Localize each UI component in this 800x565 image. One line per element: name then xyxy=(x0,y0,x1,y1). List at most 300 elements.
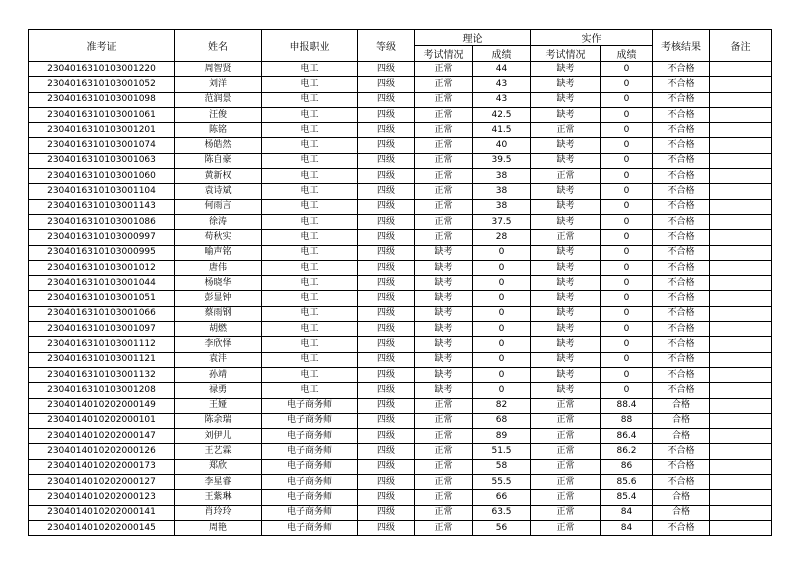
cell-practical-score: 0 xyxy=(601,138,653,153)
cell-level: 四级 xyxy=(358,505,415,520)
table-row xyxy=(29,520,772,535)
cell-exam-id: 2304014010202000123 xyxy=(29,490,175,505)
cell-theory-status: 正常 xyxy=(415,444,473,459)
cell-result: 不合格 xyxy=(653,337,710,352)
table-row xyxy=(29,123,772,138)
cell-level: 四级 xyxy=(358,230,415,245)
cell-theory-score: 38 xyxy=(473,184,531,199)
cell-name: 黄新权 xyxy=(175,169,262,184)
cell-theory-score: 37.5 xyxy=(473,214,531,229)
cell-theory-score: 44 xyxy=(473,62,531,77)
cell-remarks xyxy=(710,429,772,444)
cell-exam-id: 2304016310103001086 xyxy=(29,214,175,229)
cell-practical-score: 85.6 xyxy=(601,475,653,490)
table-row xyxy=(29,138,772,153)
cell-result: 合格 xyxy=(653,413,710,428)
cell-result: 不合格 xyxy=(653,520,710,535)
cell-name: 何雨言 xyxy=(175,199,262,214)
cell-theory-score: 0 xyxy=(473,383,531,398)
cell-theory-status: 缺考 xyxy=(415,306,473,321)
cell-remarks xyxy=(710,337,772,352)
cell-exam-id: 2304016310103001063 xyxy=(29,153,175,168)
cell-occupation: 电子商务师 xyxy=(262,475,358,490)
cell-level: 四级 xyxy=(358,383,415,398)
header-practical-score: 成绩 xyxy=(601,46,653,62)
cell-result: 不合格 xyxy=(653,322,710,337)
cell-occupation: 电子商务师 xyxy=(262,490,358,505)
cell-theory-status: 缺考 xyxy=(415,260,473,275)
cell-theory-score: 0 xyxy=(473,306,531,321)
cell-remarks xyxy=(710,153,772,168)
cell-theory-status: 正常 xyxy=(415,107,473,122)
table-row xyxy=(29,413,772,428)
cell-theory-score: 51.5 xyxy=(473,444,531,459)
cell-theory-status: 缺考 xyxy=(415,367,473,382)
cell-level: 四级 xyxy=(358,490,415,505)
cell-practical-score: 0 xyxy=(601,306,653,321)
cell-practical-score: 0 xyxy=(601,245,653,260)
cell-practical-status: 缺考 xyxy=(531,367,601,382)
cell-theory-score: 28 xyxy=(473,230,531,245)
cell-name: 郑欣 xyxy=(175,459,262,474)
cell-practical-score: 0 xyxy=(601,62,653,77)
cell-result: 不合格 xyxy=(653,352,710,367)
table-row xyxy=(29,306,772,321)
cell-practical-status: 正常 xyxy=(531,429,601,444)
cell-occupation: 电工 xyxy=(262,138,358,153)
cell-practical-status: 缺考 xyxy=(531,291,601,306)
cell-theory-status: 正常 xyxy=(415,520,473,535)
cell-practical-status: 缺考 xyxy=(531,322,601,337)
cell-practical-status: 缺考 xyxy=(531,245,601,260)
header-theory-status: 考试情况 xyxy=(415,46,473,62)
header-practical: 实作 xyxy=(531,30,653,46)
cell-result: 不合格 xyxy=(653,276,710,291)
cell-theory-status: 缺考 xyxy=(415,291,473,306)
table-row xyxy=(29,276,772,291)
cell-practical-score: 0 xyxy=(601,383,653,398)
cell-exam-id: 2304016310103001074 xyxy=(29,138,175,153)
cell-remarks xyxy=(710,230,772,245)
cell-theory-status: 缺考 xyxy=(415,352,473,367)
cell-level: 四级 xyxy=(358,398,415,413)
cell-occupation: 电工 xyxy=(262,291,358,306)
cell-occupation: 电子商务师 xyxy=(262,505,358,520)
cell-theory-status: 正常 xyxy=(415,413,473,428)
cell-name: 禄勇 xyxy=(175,383,262,398)
cell-theory-score: 0 xyxy=(473,352,531,367)
cell-name: 周智贤 xyxy=(175,62,262,77)
cell-practical-status: 正常 xyxy=(531,444,601,459)
cell-practical-status: 正常 xyxy=(531,230,601,245)
cell-theory-score: 42.5 xyxy=(473,107,531,122)
cell-practical-status: 缺考 xyxy=(531,138,601,153)
cell-name: 刘洋 xyxy=(175,77,262,92)
cell-name: 胡燃 xyxy=(175,322,262,337)
cell-exam-id: 2304016310103001143 xyxy=(29,199,175,214)
cell-name: 杨晓华 xyxy=(175,276,262,291)
cell-theory-status: 缺考 xyxy=(415,383,473,398)
cell-theory-score: 0 xyxy=(473,291,531,306)
cell-level: 四级 xyxy=(358,306,415,321)
table-row xyxy=(29,337,772,352)
cell-theory-status: 缺考 xyxy=(415,276,473,291)
cell-occupation: 电子商务师 xyxy=(262,459,358,474)
cell-exam-id: 2304016310103001051 xyxy=(29,291,175,306)
cell-level: 四级 xyxy=(358,62,415,77)
cell-exam-id: 2304016310103001132 xyxy=(29,367,175,382)
cell-practical-score: 86 xyxy=(601,459,653,474)
cell-theory-status: 正常 xyxy=(415,490,473,505)
cell-remarks xyxy=(710,107,772,122)
cell-practical-score: 0 xyxy=(601,322,653,337)
cell-theory-score: 40 xyxy=(473,138,531,153)
table-row xyxy=(29,291,772,306)
cell-practical-score: 88 xyxy=(601,413,653,428)
cell-remarks xyxy=(710,383,772,398)
cell-theory-status: 正常 xyxy=(415,459,473,474)
cell-practical-score: 84 xyxy=(601,520,653,535)
cell-remarks xyxy=(710,490,772,505)
cell-practical-score: 0 xyxy=(601,169,653,184)
cell-level: 四级 xyxy=(358,475,415,490)
cell-remarks xyxy=(710,77,772,92)
cell-name: 徐涛 xyxy=(175,214,262,229)
cell-remarks xyxy=(710,322,772,337)
cell-result: 不合格 xyxy=(653,169,710,184)
cell-result: 不合格 xyxy=(653,153,710,168)
cell-occupation: 电子商务师 xyxy=(262,413,358,428)
cell-name: 李星睿 xyxy=(175,475,262,490)
cell-occupation: 电工 xyxy=(262,322,358,337)
cell-exam-id: 2304014010202000173 xyxy=(29,459,175,474)
cell-practical-score: 0 xyxy=(601,214,653,229)
cell-practical-status: 缺考 xyxy=(531,214,601,229)
cell-theory-score: 66 xyxy=(473,490,531,505)
cell-level: 四级 xyxy=(358,322,415,337)
table-row xyxy=(29,77,772,92)
table-row xyxy=(29,367,772,382)
cell-occupation: 电工 xyxy=(262,306,358,321)
header-theory: 理论 xyxy=(415,30,531,46)
cell-practical-status: 正常 xyxy=(531,413,601,428)
cell-name: 袁沣 xyxy=(175,352,262,367)
cell-exam-id: 2304014010202000101 xyxy=(29,413,175,428)
cell-theory-status: 正常 xyxy=(415,214,473,229)
cell-occupation: 电子商务师 xyxy=(262,429,358,444)
header-exam-id: 准考证 xyxy=(29,30,175,62)
cell-result: 不合格 xyxy=(653,383,710,398)
cell-exam-id: 2304016310103001201 xyxy=(29,123,175,138)
cell-result: 不合格 xyxy=(653,291,710,306)
cell-practical-score: 0 xyxy=(601,123,653,138)
cell-practical-score: 0 xyxy=(601,337,653,352)
cell-practical-score: 0 xyxy=(601,153,653,168)
cell-remarks xyxy=(710,276,772,291)
cell-name: 喻声铭 xyxy=(175,245,262,260)
cell-exam-id: 2304016310103001208 xyxy=(29,383,175,398)
cell-occupation: 电工 xyxy=(262,276,358,291)
table-row xyxy=(29,260,772,275)
cell-practical-status: 正常 xyxy=(531,398,601,413)
cell-name: 彭显钟 xyxy=(175,291,262,306)
cell-theory-score: 0 xyxy=(473,260,531,275)
cell-remarks xyxy=(710,459,772,474)
cell-theory-status: 正常 xyxy=(415,92,473,107)
cell-remarks xyxy=(710,520,772,535)
cell-name: 陈余瑞 xyxy=(175,413,262,428)
cell-level: 四级 xyxy=(358,459,415,474)
cell-name: 孙靖 xyxy=(175,367,262,382)
cell-exam-id: 2304016310103001098 xyxy=(29,92,175,107)
table-row xyxy=(29,490,772,505)
cell-theory-score: 68 xyxy=(473,413,531,428)
cell-practical-status: 缺考 xyxy=(531,352,601,367)
table-row xyxy=(29,214,772,229)
cell-practical-score: 0 xyxy=(601,92,653,107)
cell-remarks xyxy=(710,444,772,459)
cell-remarks xyxy=(710,62,772,77)
cell-level: 四级 xyxy=(358,199,415,214)
cell-occupation: 电工 xyxy=(262,123,358,138)
cell-occupation: 电工 xyxy=(262,184,358,199)
cell-practical-score: 0 xyxy=(601,260,653,275)
cell-theory-score: 39.5 xyxy=(473,153,531,168)
cell-practical-score: 0 xyxy=(601,230,653,245)
cell-remarks xyxy=(710,260,772,275)
cell-practical-score: 0 xyxy=(601,184,653,199)
cell-theory-score: 43 xyxy=(473,92,531,107)
cell-occupation: 电子商务师 xyxy=(262,444,358,459)
table-row xyxy=(29,153,772,168)
cell-result: 不合格 xyxy=(653,245,710,260)
cell-result: 合格 xyxy=(653,505,710,520)
cell-exam-id: 2304016310103001121 xyxy=(29,352,175,367)
cell-theory-status: 正常 xyxy=(415,429,473,444)
cell-practical-score: 86.2 xyxy=(601,444,653,459)
cell-exam-id: 2304014010202000126 xyxy=(29,444,175,459)
cell-exam-id: 2304016310103000995 xyxy=(29,245,175,260)
table-row xyxy=(29,444,772,459)
cell-level: 四级 xyxy=(358,77,415,92)
cell-theory-score: 58 xyxy=(473,459,531,474)
cell-occupation: 电工 xyxy=(262,214,358,229)
cell-practical-score: 0 xyxy=(601,77,653,92)
cell-result: 不合格 xyxy=(653,444,710,459)
cell-practical-score: 0 xyxy=(601,107,653,122)
cell-practical-status: 正常 xyxy=(531,520,601,535)
table-row xyxy=(29,92,772,107)
cell-occupation: 电工 xyxy=(262,92,358,107)
cell-practical-status: 缺考 xyxy=(531,199,601,214)
cell-result: 不合格 xyxy=(653,138,710,153)
table-row xyxy=(29,505,772,520)
cell-practical-status: 正常 xyxy=(531,459,601,474)
cell-name: 周艳 xyxy=(175,520,262,535)
cell-theory-status: 正常 xyxy=(415,230,473,245)
cell-level: 四级 xyxy=(358,367,415,382)
cell-occupation: 电子商务师 xyxy=(262,398,358,413)
cell-result: 合格 xyxy=(653,490,710,505)
cell-practical-status: 缺考 xyxy=(531,337,601,352)
cell-theory-status: 正常 xyxy=(415,475,473,490)
table-row xyxy=(29,398,772,413)
cell-level: 四级 xyxy=(358,413,415,428)
cell-name: 王紫琳 xyxy=(175,490,262,505)
cell-remarks xyxy=(710,367,772,382)
cell-exam-id: 2304014010202000141 xyxy=(29,505,175,520)
cell-practical-score: 86.4 xyxy=(601,429,653,444)
cell-remarks xyxy=(710,184,772,199)
cell-occupation: 电工 xyxy=(262,367,358,382)
cell-practical-status: 正常 xyxy=(531,505,601,520)
cell-remarks xyxy=(710,475,772,490)
cell-remarks xyxy=(710,505,772,520)
cell-result: 不合格 xyxy=(653,475,710,490)
header-name: 姓名 xyxy=(175,30,262,62)
cell-practical-status: 缺考 xyxy=(531,77,601,92)
cell-exam-id: 2304016310103001104 xyxy=(29,184,175,199)
cell-result: 合格 xyxy=(653,429,710,444)
cell-practical-status: 缺考 xyxy=(531,107,601,122)
table-header xyxy=(29,30,772,62)
cell-remarks xyxy=(710,138,772,153)
cell-theory-status: 正常 xyxy=(415,184,473,199)
cell-theory-score: 0 xyxy=(473,322,531,337)
cell-practical-status: 正常 xyxy=(531,490,601,505)
cell-result: 不合格 xyxy=(653,367,710,382)
cell-practical-status: 缺考 xyxy=(531,153,601,168)
table-row xyxy=(29,459,772,474)
cell-remarks xyxy=(710,413,772,428)
cell-result: 合格 xyxy=(653,398,710,413)
cell-level: 四级 xyxy=(358,245,415,260)
cell-level: 四级 xyxy=(358,520,415,535)
cell-remarks xyxy=(710,123,772,138)
cell-exam-id: 2304016310103001044 xyxy=(29,276,175,291)
cell-practical-status: 正常 xyxy=(531,169,601,184)
header-theory-score: 成绩 xyxy=(473,46,531,62)
cell-exam-id: 2304016310103001112 xyxy=(29,337,175,352)
cell-level: 四级 xyxy=(358,291,415,306)
cell-result: 不合格 xyxy=(653,230,710,245)
header-practical-status: 考试情况 xyxy=(531,46,601,62)
cell-level: 四级 xyxy=(358,92,415,107)
cell-result: 不合格 xyxy=(653,306,710,321)
cell-occupation: 电工 xyxy=(262,199,358,214)
cell-remarks xyxy=(710,291,772,306)
cell-theory-status: 正常 xyxy=(415,62,473,77)
cell-practical-status: 缺考 xyxy=(531,62,601,77)
cell-remarks xyxy=(710,245,772,260)
cell-name: 汪俊 xyxy=(175,107,262,122)
cell-theory-status: 正常 xyxy=(415,153,473,168)
cell-theory-status: 正常 xyxy=(415,123,473,138)
table-row xyxy=(29,62,772,77)
cell-level: 四级 xyxy=(358,138,415,153)
cell-theory-status: 正常 xyxy=(415,138,473,153)
cell-theory-score: 0 xyxy=(473,367,531,382)
cell-level: 四级 xyxy=(358,169,415,184)
cell-theory-score: 38 xyxy=(473,199,531,214)
cell-practical-score: 85.4 xyxy=(601,490,653,505)
table-row xyxy=(29,230,772,245)
cell-level: 四级 xyxy=(358,429,415,444)
cell-practical-status: 缺考 xyxy=(531,184,601,199)
cell-exam-id: 2304016310103000997 xyxy=(29,230,175,245)
cell-exam-id: 2304014010202000147 xyxy=(29,429,175,444)
cell-name: 李欣怿 xyxy=(175,337,262,352)
table-row xyxy=(29,169,772,184)
cell-practical-score: 0 xyxy=(601,352,653,367)
cell-result: 不合格 xyxy=(653,77,710,92)
cell-exam-id: 2304016310103001012 xyxy=(29,260,175,275)
table-body xyxy=(29,62,772,536)
cell-theory-status: 缺考 xyxy=(415,245,473,260)
cell-name: 王娅 xyxy=(175,398,262,413)
cell-occupation: 电工 xyxy=(262,169,358,184)
header-occupation: 申报职业 xyxy=(262,30,358,62)
cell-practical-status: 缺考 xyxy=(531,383,601,398)
cell-theory-score: 0 xyxy=(473,245,531,260)
table-row xyxy=(29,322,772,337)
cell-result: 不合格 xyxy=(653,92,710,107)
cell-exam-id: 2304014010202000127 xyxy=(29,475,175,490)
cell-name: 陈自豪 xyxy=(175,153,262,168)
cell-occupation: 电子商务师 xyxy=(262,520,358,535)
cell-name: 陈铭 xyxy=(175,123,262,138)
cell-practical-score: 0 xyxy=(601,291,653,306)
cell-practical-score: 88.4 xyxy=(601,398,653,413)
cell-occupation: 电工 xyxy=(262,153,358,168)
cell-occupation: 电工 xyxy=(262,337,358,352)
cell-name: 唐伟 xyxy=(175,260,262,275)
cell-remarks xyxy=(710,169,772,184)
cell-practical-status: 缺考 xyxy=(531,260,601,275)
cell-exam-id: 2304014010202000145 xyxy=(29,520,175,535)
table-row xyxy=(29,199,772,214)
table-row xyxy=(29,352,772,367)
cell-result: 不合格 xyxy=(653,459,710,474)
cell-theory-score: 0 xyxy=(473,276,531,291)
cell-exam-id: 2304016310103001066 xyxy=(29,306,175,321)
cell-remarks xyxy=(710,306,772,321)
cell-result: 不合格 xyxy=(653,214,710,229)
cell-theory-score: 55.5 xyxy=(473,475,531,490)
table-row xyxy=(29,184,772,199)
cell-result: 不合格 xyxy=(653,199,710,214)
cell-exam-id: 2304016310103001097 xyxy=(29,322,175,337)
cell-name: 范润景 xyxy=(175,92,262,107)
cell-theory-status: 缺考 xyxy=(415,337,473,352)
cell-practical-score: 84 xyxy=(601,505,653,520)
cell-remarks xyxy=(710,398,772,413)
cell-level: 四级 xyxy=(358,184,415,199)
header-level: 等级 xyxy=(358,30,415,62)
table-row xyxy=(29,245,772,260)
cell-theory-status: 正常 xyxy=(415,199,473,214)
cell-level: 四级 xyxy=(358,214,415,229)
cell-theory-score: 89 xyxy=(473,429,531,444)
cell-occupation: 电工 xyxy=(262,230,358,245)
cell-result: 不合格 xyxy=(653,107,710,122)
cell-remarks xyxy=(710,92,772,107)
cell-exam-id: 2304016310103001060 xyxy=(29,169,175,184)
cell-level: 四级 xyxy=(358,337,415,352)
cell-theory-score: 43 xyxy=(473,77,531,92)
cell-practical-status: 缺考 xyxy=(531,92,601,107)
cell-practical-status: 正常 xyxy=(531,123,601,138)
